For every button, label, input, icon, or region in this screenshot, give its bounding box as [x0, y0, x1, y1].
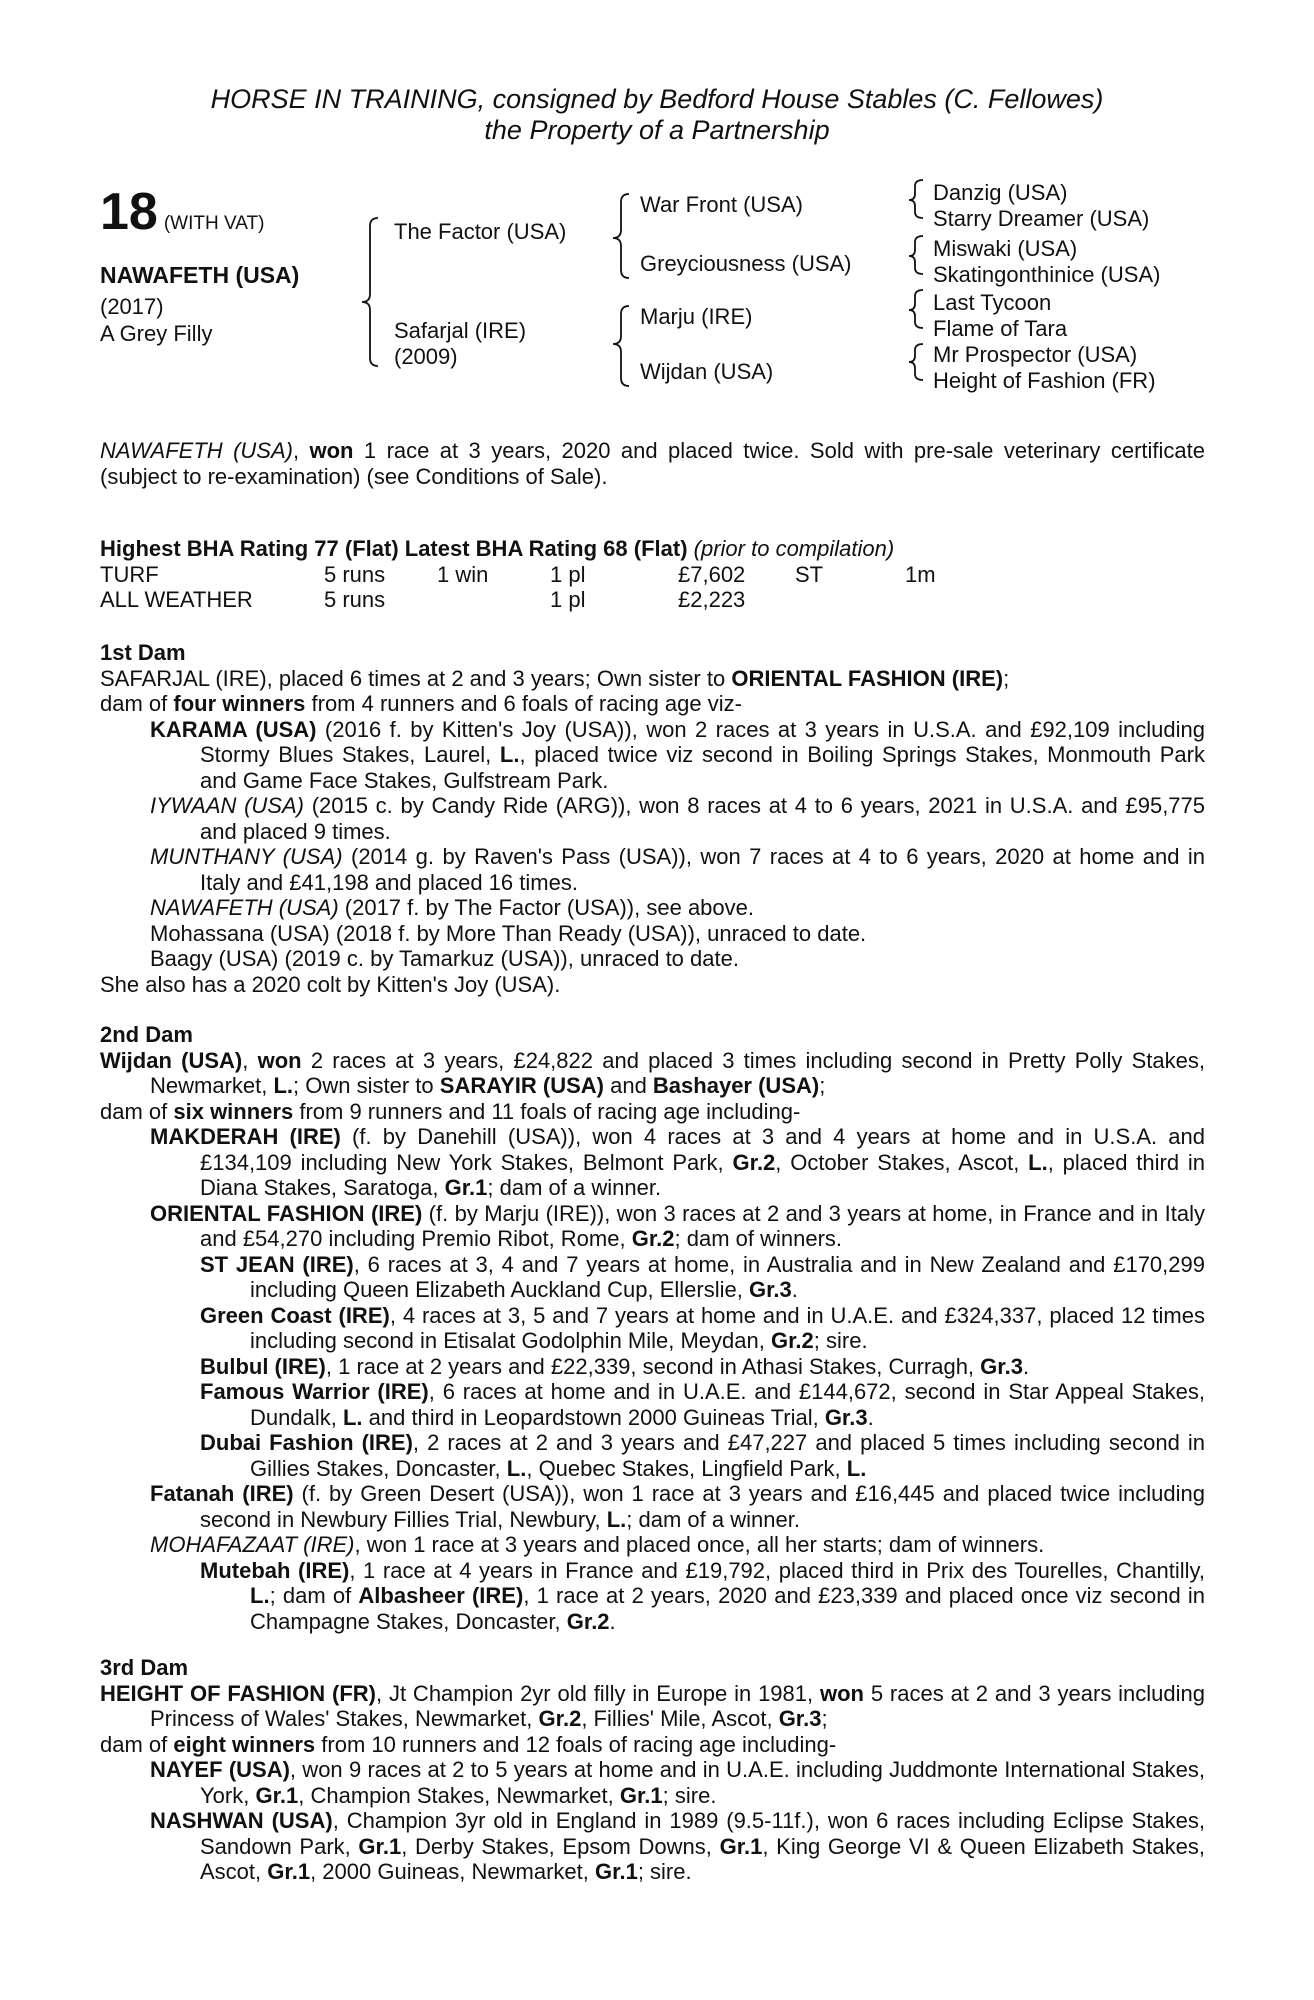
group-label: Gr.2 — [770, 1328, 814, 1353]
produce-text: ; dam of winners. — [674, 1226, 843, 1251]
ratings-note: (prior to compilation) — [693, 536, 895, 561]
second-dam-winners: six winners — [173, 1098, 294, 1124]
second-dam-produce-line — [100, 1099, 1205, 1125]
listed-label: L. — [846, 1455, 867, 1481]
pedigree-dam-year: (2009) — [394, 344, 458, 369]
produce-nawafeth — [100, 895, 1205, 921]
produce-name: NAWAFETH (USA) — [150, 895, 339, 920]
produce-name: Fatanah (IRE) — [150, 1481, 294, 1506]
pedigree-sire-dam: Greyciousness (USA) — [640, 251, 852, 276]
produce-text: , 2 races at 2 and 3 years and £47,227 and placed 5 times including second in Gillies Stakes, Doncaster, — [250, 1430, 1205, 1481]
stat-wins — [437, 587, 550, 612]
produce-name: Famous Warrior (IRE) — [200, 1379, 429, 1404]
first-dam-text: from 4 runners and 6 foals of racing age viz- — [305, 691, 742, 716]
third-dam-text: from 10 runners and 12 foals of racing age including- — [315, 1731, 837, 1757]
second-dam-section — [100, 1022, 1205, 1634]
summary-horse-name: NAWAFETH (USA) — [100, 438, 293, 463]
horse-year: (2017) — [100, 294, 164, 319]
stat-runs: 5 runs — [324, 586, 386, 612]
produce-nashwan — [100, 1808, 1205, 1885]
produce-text: ; sire. — [813, 1328, 868, 1353]
group-label: Gr.1 — [267, 1859, 311, 1884]
second-dam-text: dam of — [100, 1098, 174, 1124]
produce-dubai-fashion — [100, 1430, 1205, 1481]
produce-mutebah — [100, 1558, 1205, 1635]
produce-name: Dubai Fashion (IRE) — [200, 1430, 413, 1455]
produce-text: (2017 f. by The Factor (USA)), see above. — [338, 895, 754, 920]
pedigree-dss: Last Tycoon — [933, 290, 1052, 315]
header-line-1: HORSE IN TRAINING, consigned by Bedford House Stables (C. Fellowes) — [210, 84, 1104, 114]
ratings-row-all-weather — [100, 587, 936, 612]
produce-name: MUNTHANY (USA) — [150, 844, 343, 869]
group-label: Gr.1 — [719, 1833, 763, 1859]
summary-text: 1 race at 3 years, 2020 and placed twice. Sold with pre-sale veterinary certificate (subject to re-examination) (see Conditions of Sale). — [100, 438, 1205, 489]
produce-mohassana: Mohassana (USA) (2018 f. by More Than Ready (USA)), unraced to date. — [150, 920, 867, 946]
third-dam-produce-line — [100, 1732, 1205, 1758]
third-dam-text: , Fillies' Mile, Ascot, — [581, 1706, 779, 1731]
first-dam-also: She also has a 2020 colt by Kitten's Joy (USA). — [100, 971, 561, 997]
produce-text: (2016 f. by Kitten's Joy (USA)), won 2 races at 3 years in U.S.A. and £92,109 including Stormy Blues Stakes, Laurel, — [200, 716, 1205, 767]
ratings-heading: Highest BHA Rating 77 (Flat) Latest BHA Rating 68 (Flat) — [100, 536, 688, 561]
stat-distance: 1m — [905, 561, 936, 587]
group-label: Gr.1 — [595, 1859, 638, 1884]
first-dam-winners: four winners — [173, 691, 306, 716]
listed-label: L. — [273, 1073, 294, 1098]
summary-paragraph: NAWAFETH (USA), won 1 race at 3 years, 2020 and placed twice. Sold with pre-sale veterinary certificate (subject to re-examination) (see Conditions of Sale). — [100, 438, 1205, 489]
group-label: Gr.2 — [631, 1226, 675, 1251]
ratings-table — [100, 562, 936, 612]
third-dam-text: 5 races at 2 and 3 years including Princess of Wales' Stakes, Newmarket, — [150, 1680, 1206, 1731]
produce-bulbul — [100, 1354, 1205, 1380]
second-dam-text: from 9 runners and 11 foals of racing age including- — [293, 1098, 801, 1124]
lot-number: 18 — [100, 183, 158, 241]
stat-prize: £7,602 — [678, 561, 746, 587]
produce-text: , 1 race at 4 years in France and £19,792, placed third in Prix des Tourelles, Chantilly, — [349, 1557, 1205, 1583]
listed-label: L. — [506, 1455, 527, 1481]
produce-text: (2014 g. by Raven's Pass (USA)), won 7 races at 4 to 6 years, 2020 at home and in Italy and £41,198 and placed 16 times. — [200, 844, 1205, 895]
third-dam-name: HEIGHT OF FASHION (FR) — [100, 1680, 376, 1706]
listed-label: L. — [606, 1506, 627, 1532]
second-dam-text: and — [603, 1073, 653, 1098]
first-dam-text: dam of — [100, 691, 174, 716]
produce-text: (f. by Green Desert (USA)), won 1 race at 3 years and £16,445 and placed twice including second in Newbury Fillies Trial, Newbury, — [200, 1481, 1205, 1532]
produce-makderah — [100, 1124, 1205, 1201]
summary-won: won — [309, 438, 354, 463]
third-dam-section — [100, 1655, 1205, 1885]
group-label: Gr.2 — [538, 1706, 582, 1731]
group-label: Gr.1 — [255, 1782, 299, 1808]
stat-st: ST — [795, 561, 824, 587]
produce-text: , October Stakes, Ascot, — [775, 1149, 1029, 1175]
pedigree-sds: Miswaki (USA) — [933, 236, 1078, 261]
produce-text: ; sire. — [662, 1782, 717, 1808]
pedigree-ssd: Starry Dreamer (USA) — [933, 206, 1150, 231]
produce-name: Bulbul (IRE) — [200, 1353, 326, 1379]
second-dam-punct: ; — [819, 1073, 826, 1098]
group-label: Gr.3 — [824, 1404, 868, 1430]
produce-text: , 1 race at 2 years, 2020 and £23,339 and placed once viz second in Champagne Stakes, Doncaster, — [250, 1583, 1206, 1634]
second-dam-won: won — [257, 1047, 302, 1073]
produce-text: , 4 races at 3, 5 and 7 years at home and in U.A.E. and £324,337, placed 12 times including second in Etisalat Godolphin Mile, Meydan, — [250, 1302, 1205, 1353]
produce-text: , 6 races at home and in U.A.E. and £144,672, second in Star Appeal Stakes, Dundalk, — [250, 1379, 1205, 1430]
stat-distance — [905, 587, 936, 612]
pedigree-dds: Mr Prospector (USA) — [933, 342, 1138, 367]
produce-text: ; dam of a winner. — [626, 1506, 800, 1532]
produce-mohafazaat — [100, 1532, 1205, 1558]
stat-surface: ALL WEATHER — [100, 586, 253, 612]
first-dam-sister: ORIENTAL FASHION (IRE) — [731, 665, 1004, 691]
produce-iywaan — [100, 793, 1205, 844]
produce-name: Albasheer (IRE) — [358, 1583, 524, 1608]
horse-name: NAWAFETH (USA) — [100, 262, 300, 288]
sister-sarayir: SARAYIR (USA) — [439, 1073, 604, 1098]
ratings-block — [100, 536, 1205, 612]
pedigree-dsd: Flame of Tara — [933, 316, 1068, 341]
produce-text: , placed third in Diana Stakes, Saratoga, — [200, 1149, 1206, 1200]
produce-punct: . — [867, 1404, 874, 1430]
produce-text: King George VI & Queen Elizabeth Stakes, Ascot, — [200, 1833, 1205, 1884]
stat-runs: 5 runs — [324, 561, 386, 587]
second-dam-heading: 2nd Dam — [100, 1022, 193, 1047]
produce-punct: . — [791, 1277, 798, 1302]
first-dam-line — [100, 666, 1205, 692]
third-dam-line — [100, 1681, 1205, 1732]
produce-text: 2000 Guineas, Newmarket, — [322, 1859, 595, 1884]
first-dam-produce-line — [100, 691, 1205, 717]
listed-label: L. — [1028, 1149, 1048, 1175]
third-dam-punct: ; — [821, 1706, 828, 1731]
produce-text: , Quebec Stakes, Lingfield Park, — [526, 1455, 847, 1481]
produce-name: NASHWAN (USA) — [150, 1808, 333, 1833]
stat-st — [795, 587, 905, 612]
pedigree-sire-sire: War Front (USA) — [640, 192, 803, 217]
produce-name: NAYEF (USA) — [150, 1757, 290, 1782]
group-label: Gr.3 — [980, 1353, 1023, 1379]
produce-text: (f. by Marju (IRE)), won 3 races at 2 and 3 years at home, in France and in Italy and £54,270 including Premio Ribot, Rome, — [200, 1200, 1205, 1251]
vat-label: (WITH VAT) — [163, 213, 265, 234]
produce-text: (f. by Danehill (USA)), won 4 races at 3 and 4 years at home and in U.S.A. and £134,109 including New York Stakes, Belmont Park, — [200, 1124, 1206, 1175]
produce-famous-warrior — [100, 1379, 1205, 1430]
produce-fatanah — [100, 1481, 1205, 1532]
produce-text: , placed twice viz second in Boiling Springs Stakes, Monmouth Park and Game Face Stakes, Gulfstream Park. — [200, 742, 1205, 793]
produce-st-jean — [100, 1252, 1205, 1303]
produce-oriental-fashion — [100, 1201, 1205, 1252]
produce-text: , 6 races at 3, 4 and 7 years at home, in Australia and in New Zealand and £170,299 including Queen Elizabeth Auckland Cup, Ellerslie, — [250, 1251, 1205, 1302]
second-dam-text: 2 races at 3 years, £24,822 and placed 3 times including second in Pretty Polly Stakes, Newmarket, — [150, 1047, 1205, 1098]
produce-text: , won 1 race at 3 years and placed once, all her starts; dam of winners. — [354, 1532, 1045, 1557]
produce-punct: , — [310, 1859, 323, 1884]
pedigree-sdd: Skatingonthinice (USA) — [933, 262, 1161, 287]
produce-punct: . — [1022, 1353, 1030, 1379]
produce-karama — [100, 717, 1205, 794]
header-line-2: the Property of a Partnership — [484, 115, 830, 145]
produce-name: MAKDERAH (IRE) — [150, 1124, 341, 1149]
produce-punct: , — [401, 1833, 416, 1859]
first-dam-section — [100, 640, 1205, 997]
third-dam-won: won — [819, 1680, 864, 1706]
listed-label: L. — [342, 1404, 363, 1430]
stat-wins: 1 win — [437, 561, 489, 587]
produce-name: MOHAFAZAAT (IRE) — [150, 1532, 355, 1557]
group-label: Gr.2 — [566, 1608, 610, 1634]
second-dam-line: Wijdan (USA), won 2 races at 3 years, £24,822 and placed 3 times including second in Pretty Polly Stakes, Newmarket, L.; Own sister to SARAYIR (USA) and Bashayer (USA); — [100, 1047, 1205, 1098]
group-label: Gr.1 — [358, 1833, 402, 1859]
pedigree-dam-dam: Wijdan (USA) — [640, 359, 774, 384]
produce-name: Mutebah (IRE) — [200, 1557, 350, 1583]
group-label: Gr.1 — [444, 1175, 488, 1200]
pedigree-dam-sire: Marju (IRE) — [640, 304, 753, 329]
produce-text: , Champion Stakes, Newmarket, — [298, 1782, 620, 1808]
produce-text: , 1 race at 2 years and £22,339, second in Athasi Stakes, Curragh, — [325, 1353, 981, 1379]
produce-name: ST JEAN (IRE) — [200, 1251, 354, 1277]
stat-placed: 1 pl — [550, 561, 586, 587]
first-dam-punct: ; — [1003, 665, 1010, 691]
listed-label: L. — [499, 742, 520, 767]
ratings-row-turf — [100, 562, 936, 587]
produce-name: KARAMA (USA) — [150, 716, 317, 742]
produce-munthany — [100, 844, 1205, 895]
produce-text: , won 9 races at 2 to 5 years at home and in U.A.E. including Juddmonte International Stakes, York, — [200, 1757, 1205, 1808]
second-dam-name: Wijdan (USA) — [100, 1047, 243, 1073]
produce-baagy: Baagy (USA) (2019 c. by Tamarkuz (USA)), unraced to date. — [150, 946, 739, 971]
produce-name: IYWAAN (USA) — [150, 793, 304, 818]
pedigree-sss: Danzig (USA) — [933, 180, 1068, 205]
produce-punct: , — [762, 1833, 777, 1859]
produce-green-coast — [100, 1303, 1205, 1354]
produce-nayef — [100, 1757, 1205, 1808]
group-label: Gr.3 — [748, 1277, 792, 1302]
group-label: Gr.2 — [732, 1149, 776, 1175]
first-dam-text: SAFARJAL (IRE), placed 6 times at 2 and 3 years; Own sister to — [100, 665, 732, 691]
stat-prize: £2,223 — [678, 586, 746, 612]
produce-text: ; dam of — [269, 1583, 359, 1608]
listed-label: L. — [250, 1583, 270, 1608]
stat-placed: 1 pl — [550, 586, 586, 612]
produce-text: , Champion 3yr old in England in 1989 (9.5-11f.), won 6 races including Eclipse Stakes, Sandown Park, — [200, 1808, 1205, 1859]
sister-bashayer: Bashayer (USA) — [652, 1073, 820, 1098]
produce-text: Derby Stakes, Epsom Downs, — [415, 1833, 720, 1859]
produce-text: ; dam of a winner. — [487, 1175, 662, 1200]
produce-text: ; sire. — [637, 1859, 692, 1884]
pedigree-ddd: Height of Fashion (FR) — [933, 368, 1156, 393]
produce-name: ORIENTAL FASHION (IRE) — [150, 1200, 423, 1226]
third-dam-heading: 3rd Dam — [100, 1655, 189, 1680]
produce-punct: . — [609, 1608, 616, 1634]
group-label: Gr.3 — [778, 1706, 822, 1731]
stat-surface: TURF — [100, 561, 159, 587]
produce-text: (2015 c. by Candy Ride (ARG)), won 8 races at 4 to 6 years, 2021 in U.S.A. and £95,775 and placed 9 times. — [200, 793, 1206, 844]
first-dam-heading: 1st Dam — [100, 640, 186, 665]
group-label: Gr.1 — [619, 1782, 663, 1808]
produce-text: and third in Leopardstown 2000 Guineas Trial, — [362, 1404, 825, 1430]
pedigree-dam: Safarjal (IRE) — [394, 318, 527, 343]
second-dam-text: ; Own sister to — [293, 1073, 440, 1098]
third-dam-winners: eight winners — [173, 1731, 316, 1757]
horse-description: A Grey Filly — [100, 321, 213, 346]
third-dam-text: dam of — [100, 1731, 174, 1757]
pedigree-sire: The Factor (USA) — [394, 219, 567, 244]
produce-name: Green Coast (IRE) — [200, 1302, 390, 1328]
third-dam-text: , Jt Champion 2yr old filly in Europe in 1981, — [376, 1680, 820, 1706]
